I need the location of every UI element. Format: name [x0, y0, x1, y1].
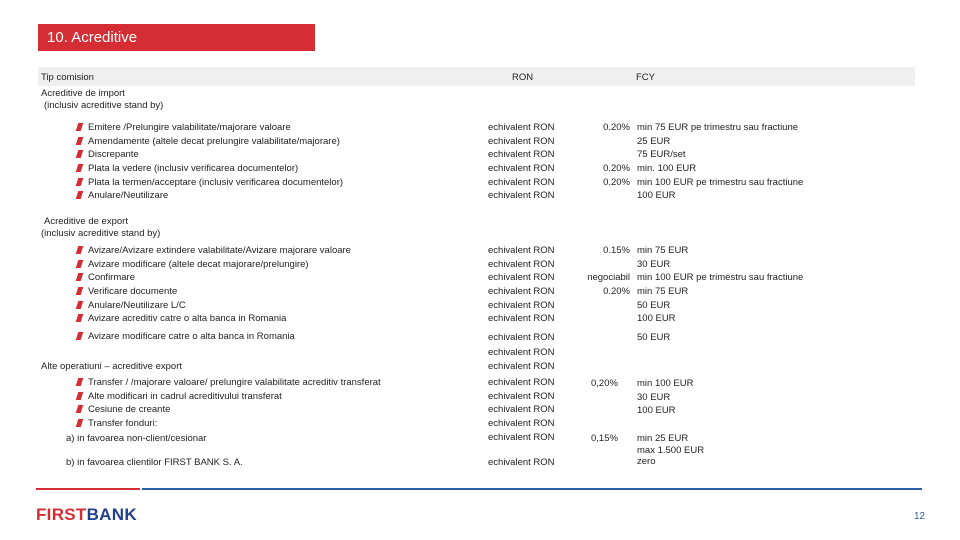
- export-extra-list: [74, 330, 295, 344]
- fcy-cell: 50 EUR: [637, 299, 671, 311]
- bullet-icon: [76, 246, 84, 254]
- transfer-option-b: b) in favoarea clientilor FIRST BANK S. A.: [66, 457, 243, 468]
- bullet-icon: [76, 164, 84, 172]
- other-percent-2: 0,15%: [591, 433, 618, 444]
- percent-cell: 0.20%: [603, 286, 630, 298]
- footer-divider-blue: [142, 488, 922, 490]
- fcy-cell: 100 EUR: [637, 190, 676, 202]
- ron-cell: echivalent RON: [488, 390, 555, 402]
- list-item: Avizare/Avizare extindere valabilitate/Avizare majorare valoare: [74, 244, 351, 258]
- table-header-bar: [38, 67, 915, 86]
- ron-cell: echivalent RON: [488, 313, 555, 325]
- bullet-icon: [76, 378, 84, 386]
- ron-cell: echivalent RON: [488, 404, 555, 416]
- list-item: Confirmare: [74, 271, 351, 285]
- fcy-cell: zero: [637, 456, 656, 467]
- import-fcy-column: [637, 121, 803, 203]
- percent-cell: [586, 148, 630, 162]
- bullet-icon: [76, 332, 84, 340]
- export-fcy-column: [637, 244, 803, 326]
- transfer-option-a: a) in favoarea non-client/cesionar: [66, 433, 207, 444]
- ron-cell: echivalent RON: [488, 163, 555, 175]
- header-fcy: FCY: [636, 72, 655, 83]
- ron-cell: echivalent RON: [488, 149, 555, 161]
- fcy-cell: 75 EUR/set: [637, 149, 686, 161]
- first-bank-logo: FIRSTBANK: [36, 505, 137, 524]
- ron-cell: echivalent RON: [488, 176, 555, 188]
- fcy-cell: min 100 EUR pe trimestru sau fractiune: [637, 176, 804, 188]
- percent-cell: [586, 189, 630, 203]
- fcy-cell: min. 100 EUR: [637, 163, 697, 175]
- ron-cell: echivalent RON: [488, 286, 555, 298]
- fcy-cell: max 1.500 EUR: [637, 444, 705, 456]
- fcy-cell: 100 EUR: [637, 313, 676, 325]
- percent-cell: 0.20%: [603, 176, 630, 188]
- bullet-icon: [76, 392, 84, 400]
- fcy-cell: 100 EUR: [637, 405, 676, 417]
- footer-divider-red: [36, 488, 140, 490]
- list-item: Plata la vedere (inclusiv verificarea documentelor): [74, 162, 343, 176]
- ron-cell: echivalent RON: [488, 245, 555, 256]
- export-subheading: (inclusiv acreditive stand by): [41, 228, 161, 239]
- other-heading-ron-column: [488, 346, 555, 373]
- other-fee-list: [74, 376, 381, 431]
- percent-cell: negociabil: [587, 272, 630, 284]
- bullet-icon: [76, 301, 84, 309]
- list-item: Alte modificari in cadrul acreditivului transferat: [74, 390, 381, 404]
- fcy-cell: min 75 EUR pe trimestru sau fractiune: [637, 122, 799, 133]
- list-item: Plata la termen/acceptare (inclusiv verificarea documentelor): [74, 176, 343, 190]
- bullet-icon: [76, 273, 84, 281]
- bullet-icon: [76, 137, 84, 145]
- ron-cell: echivalent RON: [488, 377, 555, 388]
- ron-cell: echivalent RON: [488, 190, 555, 202]
- percent-cell: 0.20%: [603, 122, 630, 133]
- fcy-cell: min 100 EUR pe trimestru sau fractiune: [637, 272, 804, 284]
- bullet-icon: [76, 405, 84, 413]
- bullet-icon: [76, 123, 84, 131]
- ron-cell: echivalent RON: [488, 135, 555, 147]
- bullet-icon: [76, 191, 84, 199]
- bullet-icon: [76, 260, 84, 268]
- import-ron-column: [488, 121, 555, 203]
- other-ron-b: echivalent RON: [488, 457, 555, 468]
- list-item: Amendamente (altele decat prelungire valabilitate/majorare): [74, 135, 343, 149]
- header-tip-comision: Tip comision: [41, 72, 94, 83]
- page-number: 12: [914, 511, 926, 522]
- list-item: Avizare modificare (altele decat majorare/prelungire): [74, 258, 351, 272]
- fcy-cell: min 75 EUR: [637, 286, 689, 298]
- import-heading: Acreditive de import: [41, 88, 125, 99]
- ron-cell: echivalent RON: [488, 122, 555, 133]
- fcy-cell: 30 EUR: [637, 391, 671, 403]
- percent-cell: 0.20%: [603, 163, 630, 175]
- bullet-icon: [76, 178, 84, 186]
- bullet-icon: [76, 287, 84, 295]
- list-item: Avizare acreditiv catre o alta banca in Romania: [74, 312, 351, 326]
- percent-cell: [576, 312, 630, 326]
- export-fee-list: [74, 244, 351, 326]
- import-fee-list: [74, 121, 343, 203]
- ron-cell: echivalent RON: [488, 299, 555, 311]
- list-item: Emitere /Prelungire valabilitate/majorare valoare: [74, 121, 343, 135]
- list-item: Anulare/Neutilizare L/C: [74, 299, 351, 313]
- fcy-cell: min 100 EUR: [637, 378, 694, 389]
- ron-cell: echivalent RON: [488, 431, 555, 443]
- percent-cell: [586, 135, 630, 149]
- other-ron-column: [488, 376, 555, 444]
- list-item: Verificare documente: [74, 285, 351, 299]
- ron-cell: echivalent RON: [488, 272, 555, 284]
- export-ron-column: [488, 244, 555, 326]
- list-item: Discrepante: [74, 148, 343, 162]
- ron-cell: echivalent RON: [488, 360, 555, 372]
- import-percent-column: [586, 121, 630, 203]
- list-item: Cesiune de creante: [74, 403, 381, 417]
- import-subheading: (inclusiv acreditive stand by): [44, 100, 164, 111]
- header-ron: RON: [512, 72, 534, 83]
- other-percent-1: 0,20%: [591, 378, 618, 389]
- ron-cell: echivalent RON: [488, 418, 555, 430]
- list-item: Avizare modificare catre o alta banca in Romania: [74, 330, 295, 344]
- other-fcy-column-2: [637, 432, 704, 467]
- fcy-cell: 30 EUR: [637, 258, 671, 270]
- fcy-cell: min 25 EUR: [637, 433, 689, 444]
- bullet-icon: [76, 150, 84, 158]
- fcy-cell: 25 EUR: [637, 135, 671, 147]
- bullet-icon: [76, 419, 84, 427]
- list-item: Transfer fonduri:: [74, 417, 381, 431]
- percent-cell: [576, 299, 630, 313]
- list-item: Anulare/Neutilizare: [74, 189, 343, 203]
- list-item: Transfer / /majorare valoare/ prelungire valabilitate acreditiv transferat: [74, 376, 381, 390]
- other-heading: Alte operatiuni – acreditive export: [41, 361, 182, 372]
- percent-cell: 0.15%: [603, 245, 630, 256]
- fcy-cell: min 75 EUR: [637, 245, 689, 256]
- export-extra-ron: echivalent RON: [488, 332, 555, 343]
- other-fcy-column-1: [637, 377, 694, 418]
- export-heading: Acreditive de export: [44, 216, 128, 227]
- ron-cell: echivalent RON: [488, 258, 555, 270]
- export-extra-fcy: 50 EUR: [637, 332, 671, 343]
- section-title: 10. Acreditive: [38, 24, 315, 51]
- export-percent-column: [576, 244, 630, 326]
- percent-cell: [576, 258, 630, 272]
- bullet-icon: [76, 314, 84, 322]
- ron-cell: echivalent RON: [488, 347, 555, 358]
